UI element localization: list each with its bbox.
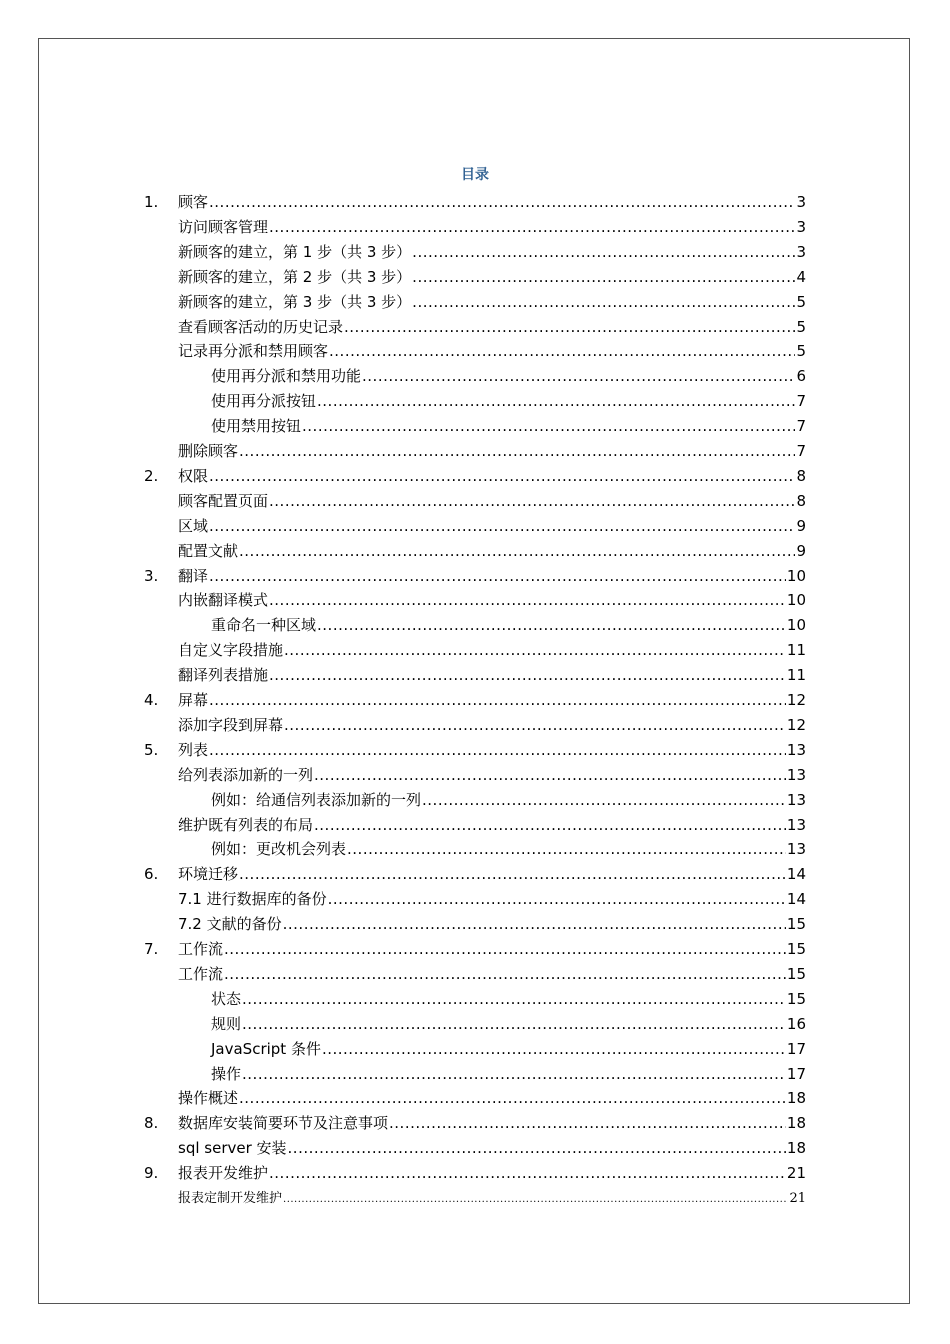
toc-entry-page: 9 bbox=[796, 516, 806, 535]
toc-dot-leader bbox=[269, 588, 786, 613]
toc-entry-page: 10 bbox=[786, 616, 806, 635]
toc-entry[interactable] bbox=[178, 240, 806, 265]
toc-entry-label: 例如：更改机会列表 bbox=[211, 840, 347, 859]
toc-dot-leader bbox=[269, 215, 795, 240]
toc-dot-leader bbox=[302, 414, 795, 439]
toc-entry-label: 规则 bbox=[211, 1014, 242, 1033]
toc-entry-label: 报表开发维护 bbox=[178, 1164, 269, 1183]
toc-entry[interactable] bbox=[211, 987, 806, 1012]
toc-entry[interactable] bbox=[178, 290, 806, 315]
toc-entry-page: 3 bbox=[796, 242, 806, 261]
toc-entry-page: 10 bbox=[786, 591, 806, 610]
toc-entry-number: 5. bbox=[144, 740, 159, 759]
toc-entry-page: 9 bbox=[796, 541, 806, 560]
toc-dot-leader bbox=[283, 1187, 788, 1212]
toc-entry-page: 13 bbox=[786, 790, 806, 809]
toc-entry-page: 15 bbox=[786, 964, 806, 983]
toc-entry-label: 状态 bbox=[211, 989, 242, 1008]
toc-entry-page: 12 bbox=[786, 691, 806, 709]
toc-entry[interactable] bbox=[211, 1062, 806, 1087]
toc-dot-leader bbox=[347, 837, 786, 862]
toc-entry-number: 2. bbox=[144, 466, 159, 485]
toc-entry-page: 21 bbox=[789, 1191, 806, 1206]
toc-entry[interactable] bbox=[211, 364, 806, 389]
toc-entry[interactable] bbox=[144, 688, 806, 713]
toc-entry-page: 14 bbox=[786, 865, 806, 884]
toc-entry[interactable] bbox=[178, 315, 806, 340]
toc-entry[interactable] bbox=[178, 489, 806, 514]
toc-dot-leader bbox=[412, 240, 795, 265]
toc-entry-page: 5 bbox=[796, 317, 806, 336]
toc-entry[interactable] bbox=[144, 1161, 806, 1186]
toc-entry-label: 新顾客的建立，第 1 步（共 3 步） bbox=[178, 242, 412, 261]
toc-entry-page: 15 bbox=[786, 989, 806, 1008]
toc-entry-label: 顾客配置页面 bbox=[178, 491, 269, 510]
toc-entry-number: 6. bbox=[144, 865, 159, 884]
toc-entry-label: 内嵌翻译模式 bbox=[178, 591, 269, 610]
toc-entry-number: 9. bbox=[144, 1164, 159, 1183]
toc-entry[interactable] bbox=[178, 514, 806, 539]
toc-entry[interactable] bbox=[178, 663, 806, 688]
toc-entry-label: 例如：给通信列表添加新的一列 bbox=[211, 790, 422, 809]
toc-entry-page: 8 bbox=[796, 491, 806, 510]
toc-dot-leader bbox=[314, 813, 786, 838]
toc-dot-leader bbox=[242, 1062, 786, 1087]
toc-entry-page: 13 bbox=[786, 815, 806, 834]
toc-entry-label: 使用再分派和禁用功能 bbox=[211, 367, 362, 386]
toc-entry[interactable] bbox=[144, 1111, 806, 1136]
toc-entry-label: 7.1 进行数据库的备份 bbox=[178, 890, 327, 909]
toc-dot-leader bbox=[329, 339, 795, 364]
toc-entry-label: 新顾客的建立，第 2 步（共 3 步） bbox=[178, 267, 412, 286]
toc-entry[interactable] bbox=[178, 215, 806, 240]
toc-entry[interactable] bbox=[144, 937, 806, 962]
toc-dot-leader bbox=[328, 887, 786, 912]
toc-dot-leader bbox=[362, 364, 795, 389]
toc-entry-label: 使用禁用按钮 bbox=[211, 417, 302, 436]
toc-dot-leader bbox=[269, 663, 786, 688]
toc-entry-number: 8. bbox=[144, 1114, 159, 1133]
toc-entry-page: 13 bbox=[786, 740, 806, 759]
toc-dot-leader bbox=[389, 1111, 786, 1136]
toc-entry-label: 顾客 bbox=[178, 193, 209, 211]
toc-dot-leader bbox=[422, 788, 786, 813]
toc-entry-page: 18 bbox=[786, 1114, 806, 1133]
toc-dot-leader bbox=[322, 1037, 786, 1062]
toc-dot-leader bbox=[284, 638, 786, 663]
toc-entry-page: 16 bbox=[786, 1014, 806, 1033]
toc-dot-leader bbox=[317, 389, 795, 414]
toc-entry-page: 7 bbox=[796, 442, 806, 460]
toc-entry-page: 13 bbox=[786, 840, 806, 859]
toc-dot-leader bbox=[412, 290, 795, 315]
toc-entry-page: 21 bbox=[786, 1164, 806, 1183]
toc-dot-leader bbox=[412, 265, 795, 290]
toc-entry[interactable] bbox=[144, 564, 806, 589]
toc-dot-leader bbox=[239, 1086, 786, 1111]
toc-entry-page: 18 bbox=[786, 1089, 806, 1108]
toc-dot-leader bbox=[288, 1136, 786, 1161]
toc-entry-page: 17 bbox=[786, 1039, 806, 1058]
toc-dot-leader bbox=[239, 539, 795, 564]
toc-entry[interactable] bbox=[144, 738, 806, 763]
toc-entry-page: 4 bbox=[796, 267, 806, 286]
toc-entry-label: JavaScript 条件 bbox=[211, 1039, 321, 1058]
toc-entry[interactable] bbox=[144, 190, 806, 215]
toc-entry-label: 环境迁移 bbox=[178, 865, 239, 884]
toc-entry-label: 权限 bbox=[178, 466, 209, 485]
toc-entry-label: 自定义字段措施 bbox=[178, 641, 284, 660]
toc-dot-leader bbox=[242, 987, 786, 1012]
toc-entry-number: 4. bbox=[144, 691, 159, 709]
toc-dot-leader bbox=[209, 564, 786, 589]
toc-dot-leader bbox=[209, 464, 795, 489]
toc-entry[interactable] bbox=[144, 862, 806, 887]
toc-dot-leader bbox=[239, 862, 786, 887]
toc-entry[interactable] bbox=[178, 713, 806, 738]
toc-entry[interactable] bbox=[211, 788, 806, 813]
toc-entry[interactable] bbox=[211, 613, 806, 638]
toc-entry-number: 1. bbox=[144, 193, 159, 211]
toc-entry-label: 删除顾客 bbox=[178, 442, 239, 460]
toc-entry-label: 查看顾客活动的历史记录 bbox=[178, 317, 344, 336]
toc-dot-leader bbox=[269, 489, 795, 514]
toc-entry-page: 14 bbox=[786, 890, 806, 909]
toc-entry-label: 添加字段到屏幕 bbox=[178, 715, 284, 734]
toc-entry[interactable] bbox=[178, 962, 806, 987]
toc-entry-number: 7. bbox=[144, 940, 159, 958]
toc-dot-leader bbox=[317, 613, 786, 638]
toc-dot-leader bbox=[269, 1161, 786, 1186]
toc-entry[interactable] bbox=[211, 1012, 806, 1037]
toc-entry-page: 7 bbox=[796, 417, 806, 436]
toc-dot-leader bbox=[209, 514, 795, 539]
toc-entry-page: 15 bbox=[786, 940, 806, 958]
toc-entry[interactable] bbox=[178, 339, 806, 364]
toc-dot-leader bbox=[283, 912, 786, 937]
toc-entry-page: 6 bbox=[796, 367, 806, 386]
toc-entry[interactable] bbox=[178, 539, 806, 564]
toc-entry-page: 15 bbox=[786, 915, 806, 934]
toc-dot-leader bbox=[224, 962, 786, 987]
toc-entry-number: 3. bbox=[144, 566, 159, 585]
toc-entry-page: 11 bbox=[786, 641, 806, 660]
toc-dot-leader bbox=[209, 738, 786, 763]
toc-entry-label: 给列表添加新的一列 bbox=[178, 765, 314, 784]
toc-entry-label: 工作流 bbox=[178, 940, 224, 958]
toc-entry-label: 报表定制开发维护 bbox=[178, 1191, 283, 1206]
toc-entry[interactable] bbox=[178, 887, 806, 912]
toc-entry-label: 区域 bbox=[178, 516, 209, 535]
toc-entry[interactable] bbox=[178, 439, 806, 464]
toc-entry-label: 数据库安装简要环节及注意事项 bbox=[178, 1114, 389, 1133]
toc-entry[interactable] bbox=[178, 763, 806, 788]
toc-entry-page: 3 bbox=[796, 217, 806, 236]
toc-entry-label: 操作 bbox=[211, 1064, 242, 1083]
toc-entry-page: 5 bbox=[796, 342, 806, 361]
toc-entry-page: 8 bbox=[796, 466, 806, 485]
toc-dot-leader bbox=[209, 190, 795, 215]
toc-entry-label: 使用再分派按钮 bbox=[211, 392, 317, 411]
toc-entry-page: 7 bbox=[796, 392, 806, 411]
toc-entry[interactable] bbox=[211, 837, 806, 862]
toc-entry-label: 翻译 bbox=[178, 566, 209, 585]
toc-dot-leader bbox=[344, 315, 795, 340]
toc-entry-label: 列表 bbox=[178, 740, 209, 759]
toc-entry[interactable] bbox=[178, 912, 806, 937]
toc-dot-leader bbox=[239, 439, 795, 464]
toc-dot-leader bbox=[314, 763, 786, 788]
toc-entry-page: 13 bbox=[786, 765, 806, 784]
toc-entry-label: 操作概述 bbox=[178, 1089, 239, 1108]
toc-entry-label: 新顾客的建立，第 3 步（共 3 步） bbox=[178, 292, 412, 311]
toc-entry[interactable] bbox=[144, 464, 806, 489]
toc-entry-label: 维护既有列表的布局 bbox=[178, 815, 314, 834]
toc-entry-page: 18 bbox=[786, 1139, 806, 1158]
toc-entry-page: 5 bbox=[796, 292, 806, 311]
toc-entry-page: 3 bbox=[796, 193, 806, 211]
toc-entry[interactable] bbox=[178, 1186, 806, 1211]
toc-entry[interactable] bbox=[178, 588, 806, 613]
toc-dot-leader bbox=[224, 937, 786, 962]
toc-entry-label: 配置文献 bbox=[178, 541, 239, 560]
toc-entry-page: 12 bbox=[786, 715, 806, 734]
toc-entry-label: 屏幕 bbox=[178, 691, 209, 709]
toc-entry[interactable] bbox=[211, 389, 806, 414]
toc-title: 目录 bbox=[461, 167, 489, 183]
toc-dot-leader bbox=[209, 688, 786, 713]
toc-entry-label: sql server 安装 bbox=[178, 1139, 287, 1158]
toc-entry[interactable] bbox=[178, 813, 806, 838]
toc-entry-label: 7.2 文献的备份 bbox=[178, 915, 282, 934]
toc-entry-label: 访问顾客管理 bbox=[178, 217, 269, 236]
toc-entry[interactable] bbox=[178, 1086, 806, 1111]
toc-entry-page: 11 bbox=[786, 666, 806, 685]
toc-dot-leader bbox=[284, 713, 786, 738]
toc-entry[interactable] bbox=[178, 638, 806, 663]
toc-entry[interactable] bbox=[178, 265, 806, 290]
toc-dot-leader bbox=[242, 1012, 786, 1037]
toc-entry[interactable] bbox=[211, 1037, 806, 1062]
toc-entry-label: 翻译列表措施 bbox=[178, 666, 269, 685]
toc-entry-label: 重命名一种区域 bbox=[211, 616, 317, 635]
toc-entry-label: 工作流 bbox=[178, 964, 224, 983]
toc-entry[interactable] bbox=[211, 414, 806, 439]
toc-entry-label: 记录再分派和禁用顾客 bbox=[178, 342, 329, 361]
toc-entry-page: 17 bbox=[786, 1064, 806, 1083]
toc-entry[interactable] bbox=[178, 1136, 806, 1161]
toc-entry-page: 10 bbox=[786, 566, 806, 585]
